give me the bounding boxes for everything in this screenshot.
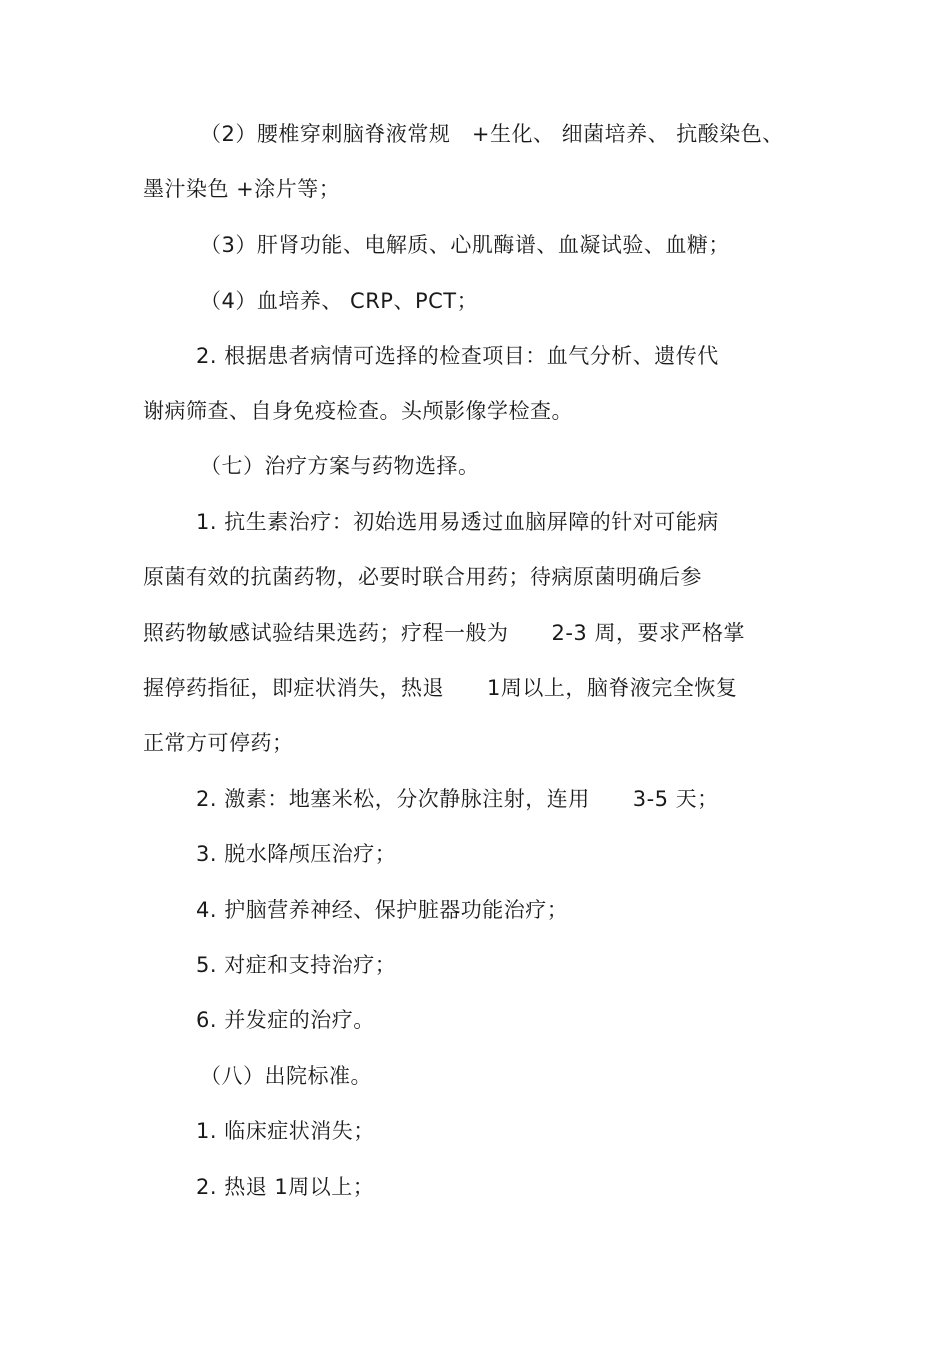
text-line-6: 谢病筛查、自身免疫检查。头颅影像学检查。 bbox=[143, 399, 573, 423]
text-line-19: 1. 临床症状消失； bbox=[196, 1119, 375, 1143]
text-line-11: 握停药指征，即症状消失，热退 1周以上，脑脊液完全恢复 bbox=[143, 676, 738, 700]
text-line-10: 照药物敏感试验结果选药；疗程一般为 2-3 周，要求严格掌 bbox=[143, 621, 745, 645]
text-line-13: 2. 激素：地塞米松，分次静脉注射，连用 3-5 天； bbox=[196, 787, 719, 811]
text-line-1: （2）腰椎穿刺脑脊液常规 +生化、 细菌培养、 抗酸染色、 bbox=[200, 122, 784, 146]
text-line-3: （3）肝肾功能、电解质、心肌酶谱、血凝试验、血糖； bbox=[200, 233, 730, 257]
text-line-12: 正常方可停药； bbox=[143, 731, 294, 755]
text-line-2: 墨汁染色 +涂片等； bbox=[143, 177, 341, 201]
text-line-20: 2. 热退 1周以上； bbox=[196, 1175, 375, 1199]
text-line-16: 5. 对症和支持治疗； bbox=[196, 953, 397, 977]
section-heading-7: （七）治疗方案与药物选择。 bbox=[200, 454, 480, 478]
text-line-9: 原菌有效的抗菌药物，必要时联合用药；待病原菌明确后参 bbox=[143, 565, 702, 589]
section-heading-8: （八）出院标准。 bbox=[200, 1064, 372, 1088]
text-line-5: 2. 根据患者病情可选择的检查项目：血气分析、遗传代 bbox=[196, 344, 719, 368]
text-line-4: （4）血培养、 CRP、PCT； bbox=[200, 289, 479, 313]
text-line-17: 6. 并发症的治疗。 bbox=[196, 1008, 375, 1032]
text-line-15: 4. 护脑营养神经、保护脏器功能治疗； bbox=[196, 898, 569, 922]
text-line-14: 3. 脱水降颅压治疗； bbox=[196, 842, 397, 866]
text-line-8: 1. 抗生素治疗：初始选用易透过血脑屏障的针对可能病 bbox=[196, 510, 719, 534]
